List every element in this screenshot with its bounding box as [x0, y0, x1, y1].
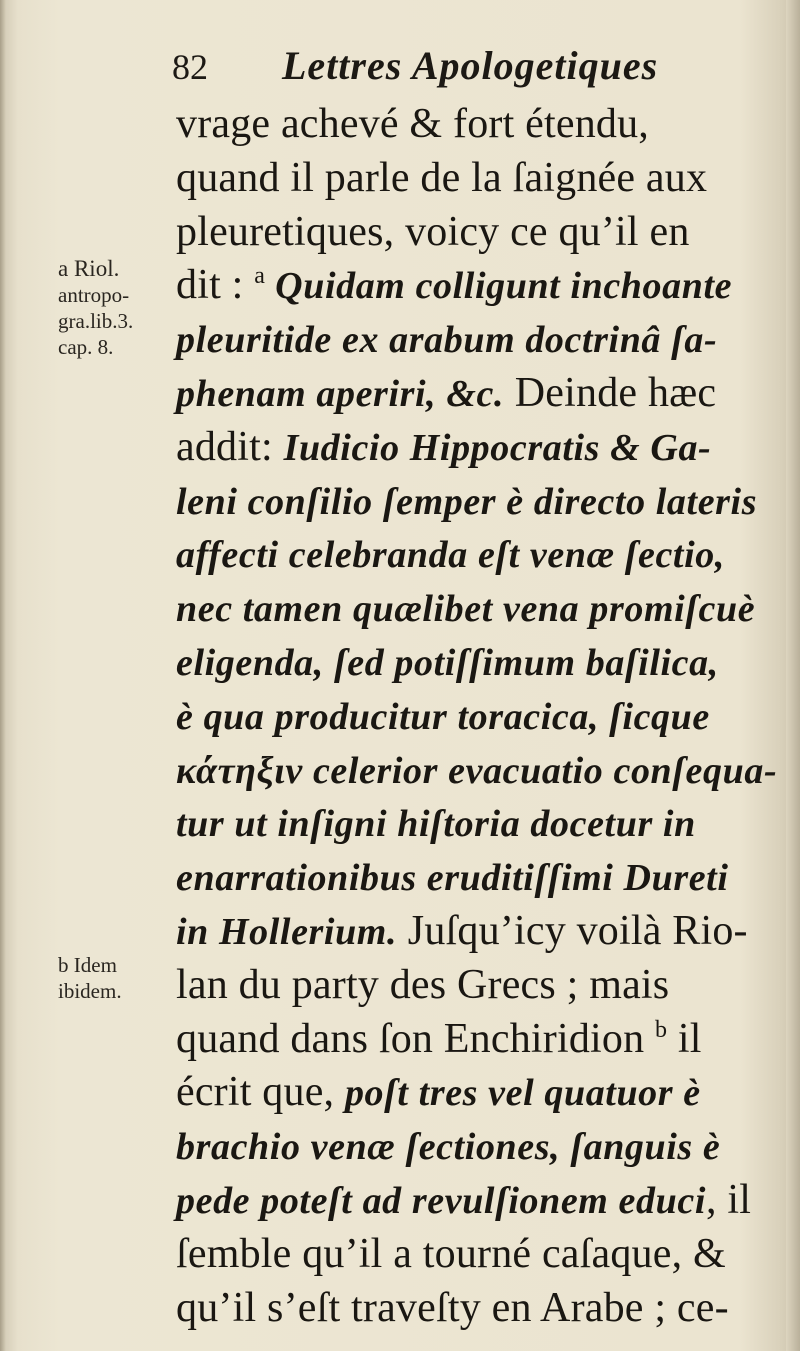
text-line: [176, 797, 770, 851]
text-line: [176, 744, 778, 798]
latin-quote: pleuritide ex arabum doctrinâ ſa-: [176, 319, 718, 362]
text-line: [176, 582, 770, 636]
latin-quote: pede poteſt ad revulſionem educi: [176, 1179, 706, 1222]
text-span: ſemble qu’il a tourné caſaque, &: [176, 1230, 726, 1277]
text-line: [176, 1228, 770, 1282]
latin-quote: è qua producitur toracica, ſicque: [176, 695, 710, 738]
margin-note-line: cap. 8.: [58, 335, 114, 359]
margin-note-line: ibidem.: [58, 979, 122, 1003]
margin-note-line: antropo-: [58, 283, 130, 307]
text-line: [176, 152, 770, 206]
latin-quote: Quidam colligunt inchoante: [265, 265, 733, 308]
text-line: [176, 259, 770, 313]
running-header: [172, 38, 732, 100]
text-line: [176, 1120, 770, 1174]
margin-note-a: [58, 256, 170, 360]
text-span: Deinde hæc: [504, 369, 717, 416]
text-span: dit :: [176, 262, 255, 309]
latin-quote: Iudicio Hippocratis & Ga-: [283, 426, 712, 469]
margin-note-line: gra.lib.3.: [58, 309, 134, 333]
margin-note-line: b Idem: [58, 953, 117, 977]
text-line: [176, 421, 770, 475]
footnote-marker: a: [254, 263, 266, 290]
margin-note-b: [58, 952, 170, 1004]
text-span: lan du party des Grecs ; mais: [176, 961, 670, 1008]
text-span: pleuretiques, voicy ce qu’il en: [176, 208, 690, 255]
text-span: il: [667, 1015, 702, 1062]
text-line: [176, 636, 770, 690]
text-span: vrage achevé & fort étendu,: [176, 101, 649, 147]
page-edge: [786, 0, 800, 1351]
text-line: [176, 206, 770, 260]
text-line: [176, 475, 770, 529]
text-line: [176, 313, 770, 367]
running-title: Lettres Apologetiques: [282, 43, 659, 88]
text-span: quand il parle de la ſaignée aux: [176, 154, 708, 201]
text-span: écrit que,: [176, 1069, 345, 1116]
text-line: [176, 690, 770, 744]
text-span: Juſqu’icy voilà Rio-: [397, 907, 748, 954]
text-span: quand dans ſon Enchiridion: [176, 1015, 655, 1062]
latin-quote: in Hollerium.: [176, 910, 398, 953]
latin-quote: tur ut inſigni hiſtoria docetur in: [176, 803, 696, 846]
margin-note-line: a Riol.: [58, 256, 120, 281]
text-line: [176, 1013, 770, 1067]
text-line: [176, 367, 770, 421]
latin-quote: eligenda, ſed potiſſimum baſilica,: [176, 641, 719, 684]
text-line: [176, 1066, 770, 1120]
text-line: [176, 1174, 770, 1228]
text-span: , il: [705, 1176, 752, 1223]
text-line: [176, 905, 770, 959]
latin-quote: κάτηξιν celerior evacuatio conſequa-: [176, 749, 778, 792]
text-line: [176, 851, 770, 905]
text-line: [176, 528, 770, 582]
body-text: [176, 98, 778, 1335]
text-line: [176, 1282, 770, 1336]
text-line: [176, 959, 770, 1013]
latin-quote: brachio venæ ſectiones, ſanguis è: [176, 1126, 721, 1169]
latin-quote: enarrationibus eruditiſſimi Dureti: [176, 857, 729, 900]
text-line: [176, 98, 770, 152]
latin-quote: affecti celebranda eſt venæ ſectio,: [176, 534, 725, 577]
text-span: qu’il s’eſt traveſty en Arabe ; ce-: [176, 1284, 729, 1331]
footnote-marker: b: [655, 1016, 668, 1043]
latin-quote: leni conſilio ſemper è directo lateris: [176, 480, 758, 523]
page-number: 82: [172, 47, 208, 87]
latin-quote: poſt tres vel quatuor è: [344, 1072, 701, 1115]
spine-shadow: [0, 0, 6, 1351]
text-span: addit:: [176, 423, 284, 470]
latin-quote: phenam aperiri, &c.: [176, 372, 505, 415]
latin-quote: nec tamen quælibet vena promiſcuè: [176, 588, 756, 631]
